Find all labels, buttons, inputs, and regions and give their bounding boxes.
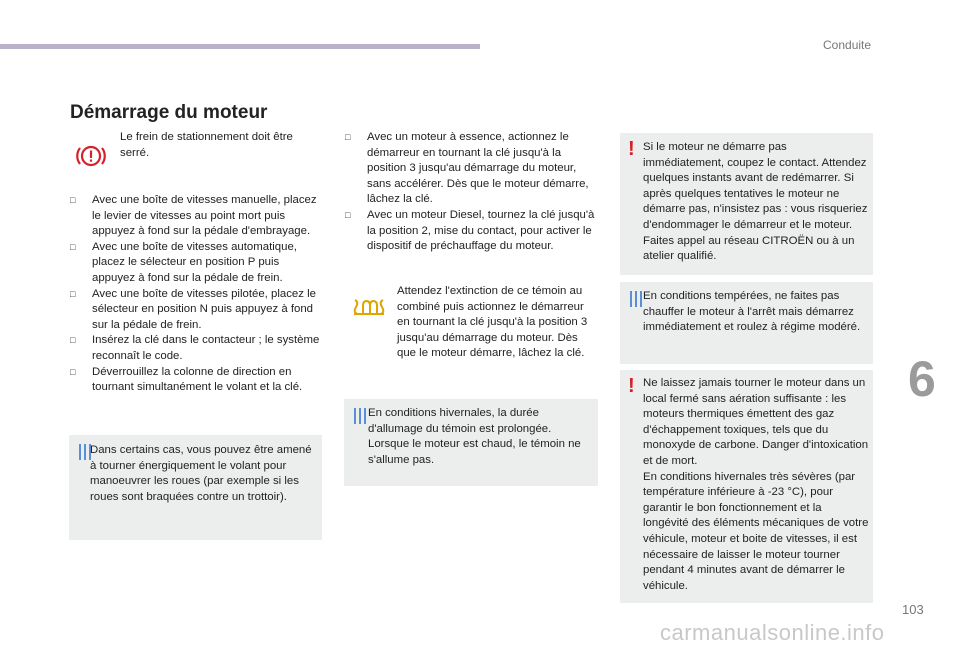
warning-icon: ! [628, 138, 635, 160]
info-icon [630, 291, 643, 307]
column2-steps [345, 130, 597, 255]
page-title: Démarrage du moteur [70, 102, 268, 123]
info-text: Dans certains cas, vous pouvez être amené à tourner énergiquement le volant pour manoeuvrer les roues (par exemple si les roues sont braquées contre un trottoir). [90, 444, 312, 503]
brake-note: Le frein de stationnement doit être serré. [120, 131, 293, 159]
section-title: Conduite [823, 38, 872, 52]
info-text: En conditions tempérées, ne faites pas chauffer le moteur à l'arrêt mais démarrez immédiatement et roulez à régime modéré. [643, 290, 861, 334]
warning-box-ventilation [620, 370, 873, 603]
list-item: □ Insérez la clé dans le contacteur ; le système reconnaît le code. [70, 333, 320, 364]
list-item: □ Avec une boîte de vitesses automatique, placez le sélecteur en position P puis appuyez à fond sur la pédale de frein. [70, 240, 320, 287]
list-item: □ Déverrouillez la colonne de direction en tournant simultanément le volant et la clé. [70, 365, 320, 396]
glow-plug-note: Attendez l'extinction de ce témoin au combiné puis actionnez le démarreur en tournant la clé jusqu'à la position 3 jusqu'au démarrage du moteur. Dès que le moteur démarre, lâchez la clé. [397, 285, 588, 360]
chapter-number: 6 [908, 351, 936, 407]
warning-box-start-failure [620, 133, 873, 275]
info-box-temperate [620, 282, 873, 364]
header-accent-bar [0, 44, 480, 49]
page-number: 103 [902, 602, 924, 617]
info-box-steering [69, 435, 322, 540]
warning-icon: ! [628, 375, 635, 397]
list-item: □ Avec une boîte de vitesses pilotée, placez le sélecteur en position N puis appuyez à fond sur la pédale de frein. [70, 287, 320, 334]
list-item: □ Avec une boîte de vitesses manuelle, placez le levier de vitesses au point mort puis appuyez à fond sur la pédale d'embrayage. [70, 193, 320, 240]
warning-text: Si le moteur ne démarre pas immédiatement, coupez le contact. Attendez quelques instants avant de redémarrer. Si après quelques tentatives le moteur ne démarre pas, n'insistez pas : vous risqueriez d'endommager le démarreur et le moteur. Faites appel au réseau CITROËN ou à un atelier qualifié. [643, 141, 868, 263]
list-item: □ Avec un moteur à essence, actionnez le démarreur en tournant la clé jusqu'à la position 3 jusqu'au démarrage du moteur, sans accélérer. Dès que le moteur démarre, lâchez la clé. [345, 130, 597, 208]
warning-text: Ne laissez jamais tourner le moteur dans un local fermé sans aération suffisante : les moteurs thermiques émettent des gaz d'échappement toxiques, tels que du monoxyde de carbone. Danger d'intoxication et de mort. En conditions hivernales très sévères (par température inférieure à -23 °C), pour garantir le bon fonctionnement et la longévité des éléments mécaniques de votre véhicule, moteur et boite de vitesses, il est nécessaire de laisser le moteur tourner pendant 4 minutes avant de démarrer le véhicule. [643, 377, 869, 592]
column1-steps [70, 193, 320, 396]
info-text: En conditions hivernales, la durée d'allumage du témoin est prolongée. Lorsque le moteur est chaud, le témoin ne s'allume pas. [368, 407, 581, 466]
info-box-winter [344, 399, 598, 486]
brake-warning-icon [76, 143, 106, 169]
glow-plug-icon [352, 298, 386, 318]
watermark: carmanualsonline.info [660, 620, 885, 645]
list-item: □ Avec un moteur Diesel, tournez la clé jusqu'à la position 2, mise du contact, pour activer le dispositif de préchauffage du moteur. [345, 208, 597, 255]
info-icon [354, 408, 367, 424]
